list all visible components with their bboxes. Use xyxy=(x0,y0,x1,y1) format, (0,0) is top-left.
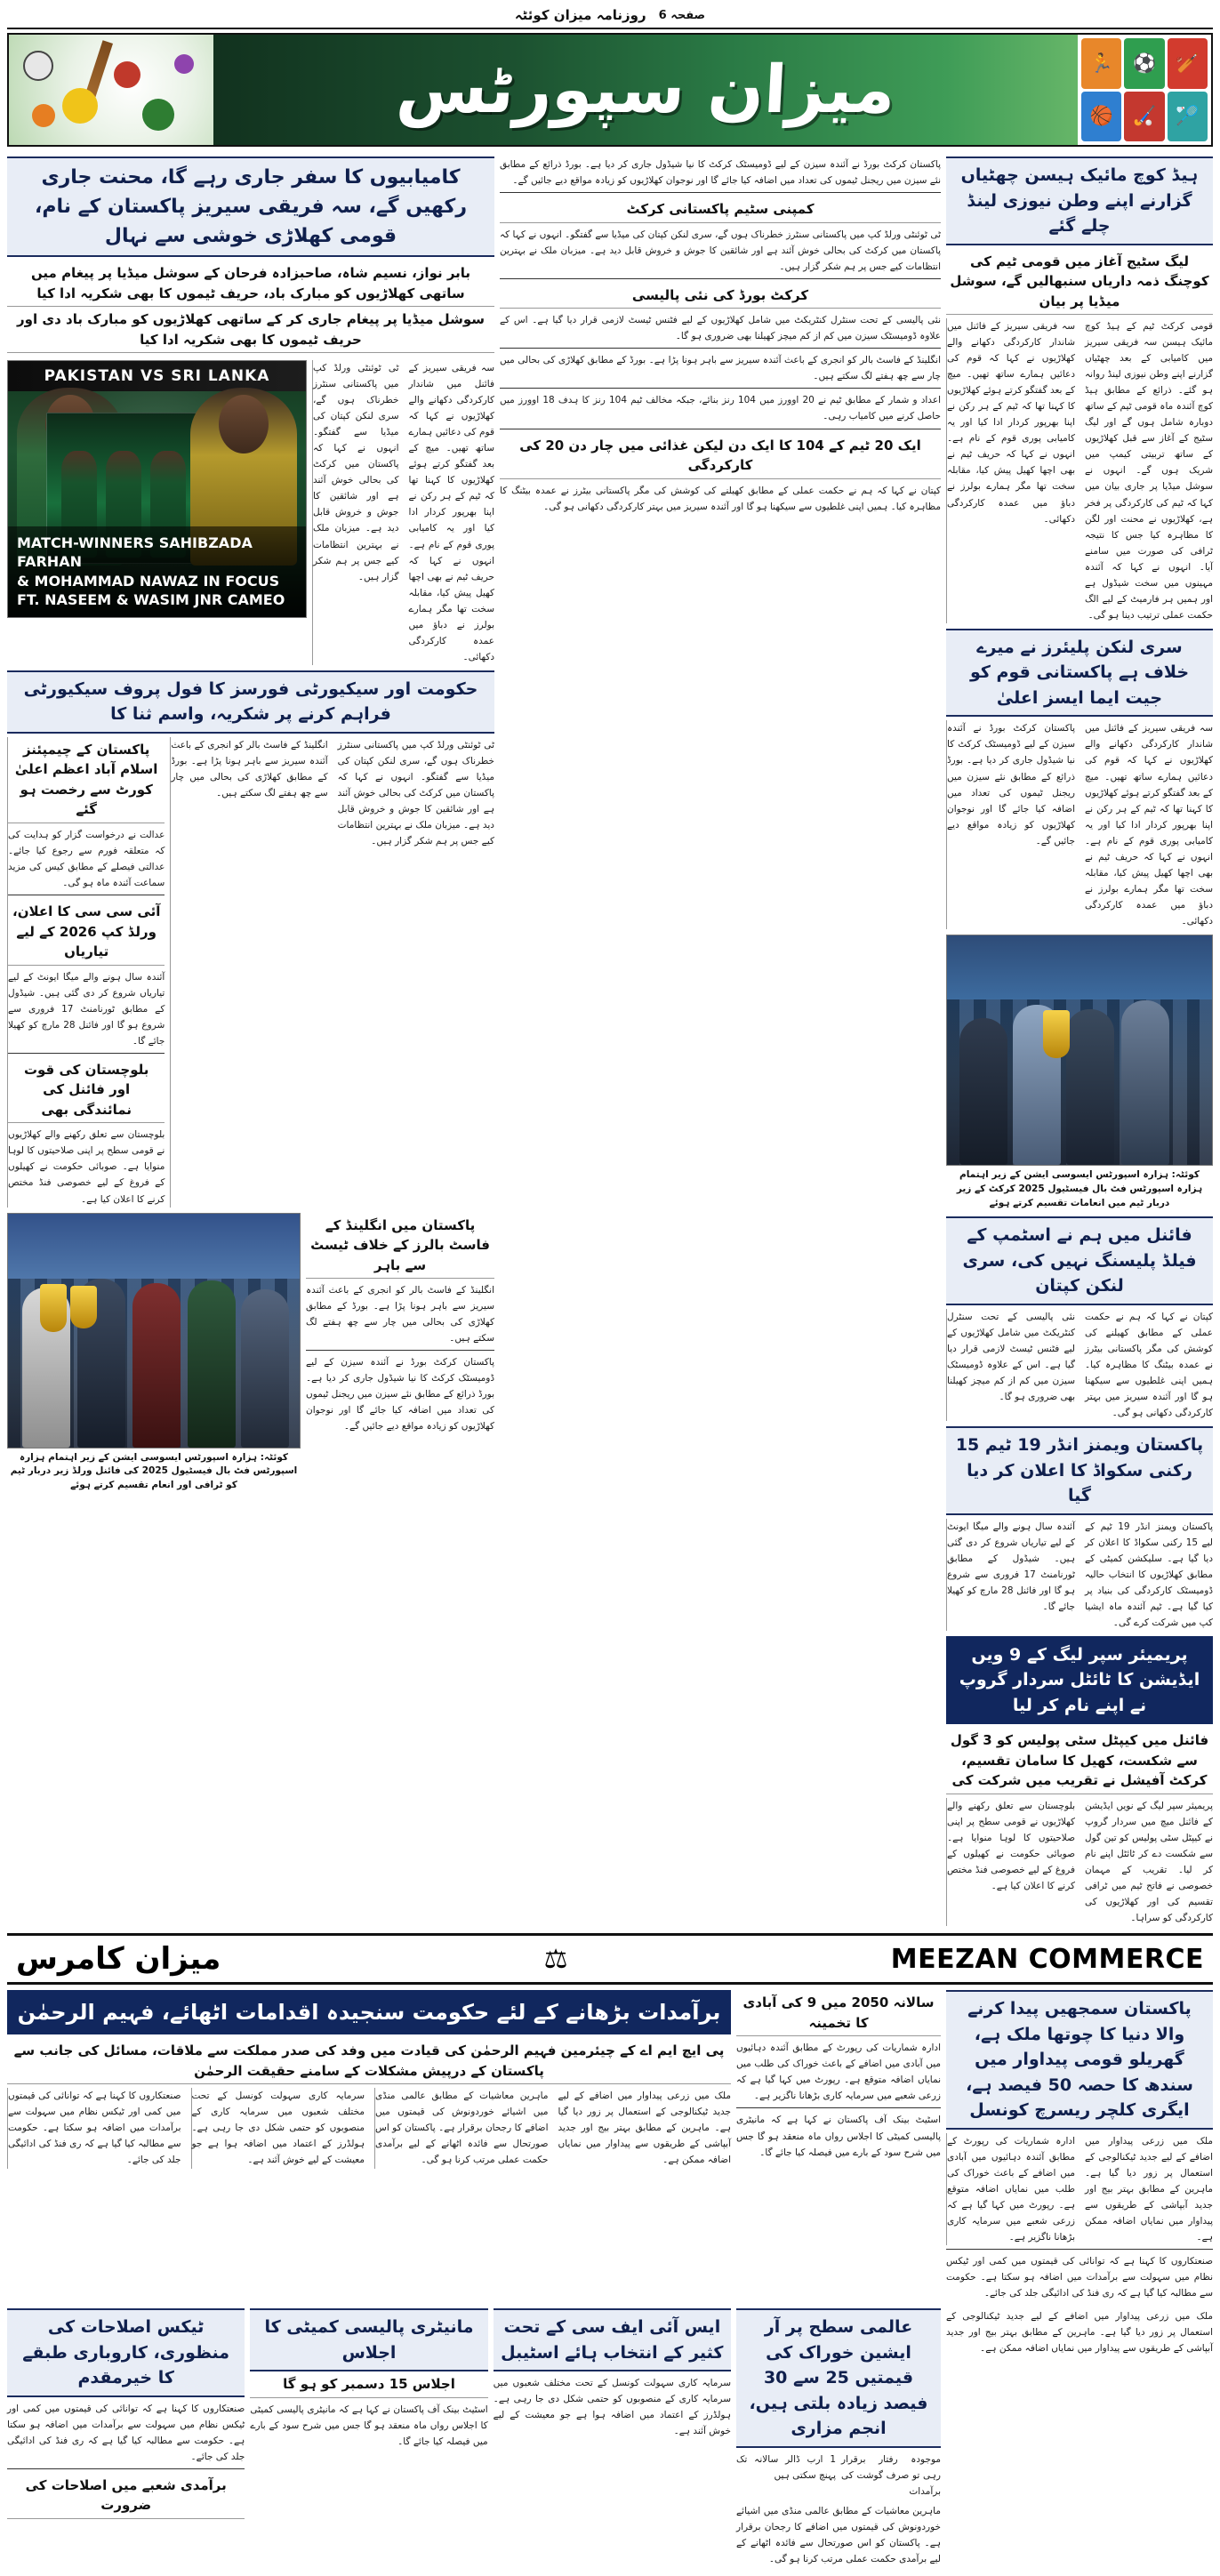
volleyball-icon xyxy=(23,51,53,81)
left-subheadline: لیگ سٹیج آغاز میں قومی ٹیم کی کوچنگ ذمہ داریاں سنبھالیں گے، سوشل میڈیا پر بیان xyxy=(946,249,1213,316)
bolan-headline: بلوچستان کی قوت اور فائنل کی نمائندگی بھی xyxy=(8,1057,165,1124)
commerce-boxes xyxy=(7,2308,731,2567)
box-exports xyxy=(7,2308,245,2567)
food-headline: عالمی سطح پر آر ایشین خوراک کی قیمتیں 25 سے 30 فیصد زیادہ بلتی ہیں، انجم مزاری xyxy=(736,2308,941,2448)
box2-body: سرمایہ کاری سہولت کونسل کے تحت مختلف شعبوں میں سرمایہ کاری کے منصوبوں کو حتمی شکل دی جا رہی ہے۔ ہولڈرز کے اعتماد میں اضافہ ہوا ہے جو معیشت کے لیے خوش آئند ہے۔ xyxy=(493,2378,731,2437)
commerce-right-column xyxy=(7,1990,731,2301)
award-photo-right xyxy=(7,1213,301,1448)
banner-icon-grid xyxy=(1078,35,1211,145)
extra-body-1: پاکستان کرکٹ بورڈ نے آئندہ سیزن کے لیے ڈومیسٹک کرکٹ کا نیا شیڈول جاری کر دیا ہے۔ بورڈ ذرائع کے مطابق نئے سیزن میں ریجنل ٹیموں کی تعداد میں اضافہ کیا جائے گا اور نوجوان کھلاڑیوں کو زیادہ مواقع دیے جائیں گے۔ xyxy=(306,1357,494,1432)
food-prices-block xyxy=(736,2308,941,2567)
hockey-icon: 🏑 xyxy=(1124,92,1164,142)
tennis-ball-icon xyxy=(62,88,98,124)
commerce-lead-body-3: سرمایہ کاری سہولت کونسل کے تحت مختلف شعبوں میں سرمایہ کاری کے منصوبوں کو حتمی شکل دی جا رہی ہے۔ ہولڈرز کے اعتماد میں اضافہ ہوا ہے جو معیشت کے لیے خوش آئند ہے۔ xyxy=(191,2088,370,2168)
pak-eng-headline: پاکستان میں انگلینڈ کے فاسٹ بالرز کے خلاف ٹیسٹ سے باہر xyxy=(306,1213,494,1280)
mid-body-1: ٹی ٹوئنٹی ورلڈ کپ میں پاکستانی سنٹرز خطرناک ہوں گے، سری لنکن کپتان کی میڈیا سے گفتگو۔ انہوں نے کہا کہ پاکستان میں کرکٹ کی بحالی خوش آئند ہے اور شائقین کا جوش و خروش قابل دید ہے۔ میزبان ملک نے بہترین انتظامات کیے جس پر ہم شکر گزار ہیں۔ xyxy=(500,229,941,272)
sports-left-column xyxy=(946,156,1213,1926)
pak-eng-body: انگلینڈ کے فاسٹ بالر کو انجری کے باعث آئندہ سیریز سے باہر ہونا پڑا ہے۔ بورڈ کے مطابق کھلاڑی کی بحالی میں چار سے چھ ہفتے لگ سکتے ہیں۔ xyxy=(306,1285,494,1344)
box3-headline: برآمدی شعبے میں اصلاحات کی ضرورت xyxy=(7,2473,245,2519)
court-headline: پاکستان کے چیمپئنز اسلام آباد اعظم اعلیٰ کورٹ سے رخصت ہو گئے xyxy=(8,737,165,823)
psl-body-col-1: پریمیئر سپر لیگ کے نویں ایڈیشن کے فائنل میچ میں سردار گروپ نے کیپٹل سٹی پولیس کو تین گول سے شکست دے کر ٹائٹل اپنے نام کر لیا۔ تقریب کے مہمان خصوصی نے فاتح ٹیم میں ٹرافی تقسیم کی اور کھلاڑیوں کی کارکردگی کو سراہا۔ xyxy=(1085,1800,1213,1924)
mid-body-5: کپتان نے کہا کہ ہم نے حکمت عملی کے مطابق کھیلنے کی کوشش کی مگر پاکستانی بیٹرز نے عمدہ بیٹنگ کا مظاہرہ کیا۔ ہمیں اپنی غلطیوں سے سیکھنا ہو گا اور آئندہ سیریز میں بہتر کارکردگی دکھانی ہو گی۔ xyxy=(500,485,941,512)
bolan-body: بلوچستان سے تعلق رکھنے والے کھلاڑیوں نے قومی سطح پر اپنی صلاحیتوں کا لوہا منوایا ہے۔ صوبائی حکومت نے کھیلوں کے فروغ کے لیے خصوصی فنڈ مختص کرنے کا اعلان کیا ہے۔ xyxy=(8,1129,165,1205)
lead-body-col-b: ٹی ٹوئنٹی ورلڈ کپ میں پاکستانی سنٹرز خطرناک ہوں گے، سری لنکن کپتان کی میڈیا سے گفتگو۔ انہوں نے کہا کہ پاکستان میں کرکٹ کی بحالی خوش آئند ہے اور شائقین کا جوش و خروش قابل دید ہے۔ میزبان ملک نے بہترین انتظامات کیے جس پر ہم شکر گزار ہیں۔ xyxy=(312,360,404,665)
commerce-col1-body-1: ملک میں زرعی پیداوار میں اضافے کے لیے جدید ٹیکنالوجی کے استعمال پر زور دیا گیا ہے۔ ماہرین کے مطابق بہتر بیج اور جدید آبپاشی کے طریقوں سے پیداوار میں نمایاں اضافہ ممکن ہے۔ xyxy=(1085,2135,1213,2243)
u19-body-col-1: پاکستان ویمنز انڈر 19 ٹیم کے لیے 15 رکنی سکواڈ کا اعلان کر دیا گیا ہے۔ سلیکشن کمیٹی کے مطابق کھلاڑیوں کا انتخاب حالیہ ڈومیسٹک کارکردگی کی بنیاد پر کیا گیا ہے۔ ٹیم آئندہ ماہ ایشیا کپ میں شرکت کرے گی۔ xyxy=(1085,1521,1214,1628)
commerce-section-header xyxy=(7,1933,1213,1985)
award-photo-left xyxy=(946,935,1213,1166)
commerce-lead-subheadline: پی ایچ ایم اے کے چیئرمین فہیم الرحمٰن کی قیادت میں وفد کی صدر مملکت سے ملاقات، مسائل کی جانب سے پاکستان کے درپیش مشکلات کے سامنے حقیقت الرحمٰن xyxy=(7,2038,731,2084)
commerce-col2-body-2: اسٹیٹ بینک آف پاکستان نے کہا ہے کہ مانیٹری پالیسی کمیٹی کا اجلاس رواں ماہ منعقد ہو گا جس میں شرح سود کے بارے میں فیصلہ کیا جائے گا۔ xyxy=(736,2115,941,2158)
box1-headline: مانیٹری پالیسی کمیٹی کا اجلاس xyxy=(250,2308,487,2371)
commerce-mid-column xyxy=(736,1990,941,2301)
left-body-col-2: سہ فریقی سیریز کے فائنل میں شاندار کارکردگی دکھانے والے کھلاڑیوں نے کہا کہ قوم کی دعائیں ہمارے ساتھ تھیں۔ میچ کے بعد گفتگو کرتے ہوئے کھلاڑیوں کا کہنا تھا کہ ٹیم کے ہر رکن نے اپنا بھرپور کردار ادا کیا اور یہ کامیابی پوری قوم کے نام ہے۔ انہوں نے کہا کہ حریف ٹیم نے بھی اچھا کھیل پیش کیا، مقابلہ سخت تھا مگر ہمارے بولرز نے دباؤ میں عمدہ کارکردگی دکھائی۔ xyxy=(946,318,1080,623)
govt-body-col-1: ٹی ٹوئنٹی ورلڈ کپ میں پاکستانی سنٹرز خطرناک ہوں گے، سری لنکن کپتان کی میڈیا سے گفتگو۔ انہوں نے کہا کہ پاکستان میں کرکٹ کی بحالی خوش آئند ہے اور شائقین کا جوش و خروش قابل دید ہے۔ میزبان ملک نے بہترین انتظامات کیے جس پر ہم شکر گزار ہیں۔ xyxy=(337,739,494,847)
asia-headline: آئی سی سی کا اعلان، ورلڈ کپ 2026 کے لیے تیاریاں xyxy=(8,899,165,966)
lead-headline: کامیابیوں کا سفر جاری رہے گا، محنت جاری رکھیں گے، سہ فریقی سیریز پاکستان کے نام، قومی کھلاڑی خوشی سے نہال xyxy=(7,156,494,257)
food-body: ماہرین معاشیات کے مطابق عالمی منڈی میں اشیائے خوردونوش کی قیمتوں میں اضافے کا رجحان برقرار ہے۔ پاکستان کو اس صورتحال سے فائدہ اٹھانے کے لیے برآمدی حکمت عملی مرتب کرنا ہو گی۔ xyxy=(736,2505,941,2565)
box2-headline: ایس آئی ایف سی کے تحت کثیر کے انتخاب ہائے اسٹیبل xyxy=(494,2308,731,2371)
commerce-lead-body-2: ماہرین معاشیات کے مطابق عالمی منڈی میں اشیائے خوردونوش کی قیمتوں میں اضافے کا رجحان برقرار ہے۔ پاکستان کو اس صورتحال سے فائدہ اٹھانے کے لیے برآمدی حکمت عملی مرتب کرنا ہو گی۔ xyxy=(374,2088,553,2168)
balance-scale-icon: ⚖ xyxy=(543,1943,568,1975)
asia-body: آئندہ سال ہونے والے میگا ایونٹ کے لیے تیاریاں شروع کر دی گئی ہیں۔ شیڈول کے مطابق ٹورنامنٹ 17 فروری سے شروع ہو گا اور فائنل 28 مارچ کو کھیلا جائے گا۔ xyxy=(8,971,165,1047)
food-value: 1 ارب ڈالر سالانہ تک پہنچ سکتی ہیں xyxy=(736,2453,836,2481)
cricket-ball-icon xyxy=(114,61,140,88)
banner-sports-collage xyxy=(9,35,213,145)
box1-body: اسٹیٹ بینک آف پاکستان نے کہا ہے کہ مانیٹری پالیسی کمیٹی کا اجلاس رواں ماہ منعقد ہو گا جس میں شرح سود کے بارے میں فیصلہ کیا جائے گا۔ xyxy=(250,2403,488,2447)
basketball-ball-icon xyxy=(32,104,55,127)
mid-intro-body: پاکستان کرکٹ بورڈ نے آئندہ سیزن کے لیے ڈومیسٹک کرکٹ کا نیا شیڈول جاری کر دیا ہے۔ بورڈ ذرائع کے مطابق نئے سیزن میں ریجنل ٹیموں کی تعداد میں اضافہ کیا جائے گا اور نوجوان کھلاڑیوں کو زیادہ مواقع دیے جائیں گے۔ xyxy=(500,159,941,187)
football-ball-icon xyxy=(142,99,174,131)
box-sifc xyxy=(494,2308,731,2567)
commerce-left-column xyxy=(946,1990,1213,2301)
box4-headline: ٹیکس اصلاحات کی منظوری، کاروباری طبقے کا خیرمقدم xyxy=(7,2308,245,2397)
psl-body-col-2: بلوچستان سے تعلق رکھنے والے کھلاڑیوں نے قومی سطح پر اپنی صلاحیتوں کا لوہا منوایا ہے۔ صوبائی حکومت نے کھیلوں کے فروغ کے لیے خصوصی فنڈ مختص کرنے کا اعلان کیا ہے۔ xyxy=(946,1798,1080,1926)
paper-top-strip xyxy=(7,5,1213,29)
left-body-col-1: قومی کرکٹ ٹیم کے ہیڈ کوچ مائیک ہیسن سہ فریقی سیریز میں کامیابی کے بعد چھٹیاں گزارنے اپنے وطن نیوزی لینڈ روانہ ہو گئے۔ ذرائع کے مطابق ہیڈ کوچ آئندہ ماہ قومی ٹیم کے ساتھ دوبارہ شامل ہوں گے اور لیگ سٹیج کے آغاز سے قبل کھلاڑیوں کے ساتھ تربیتی کیمپ میں شریک ہوں گے۔ انہوں نے سوشل میڈیا پر جاری بیان میں کہا کہ ٹیم کی کارکردگی پر فخر ہے، کھلاڑیوں نے محنت اور لگن کا مظاہرہ کیا جس کا نتیجہ ٹرافی کی صورت میں سامنے آیا۔ انہوں نے کہا کہ آئندہ مہینوں میں سخت شیڈول ہے اور ہمیں ہر فارمیٹ کے لیے الگ حکمت عملی ترتیب دینا ہو گی۔ xyxy=(1085,321,1213,621)
psl-subheadline: فائنل میں کیپٹل سٹی پولیس کو 3 گول سے شکست، کھیل کا سامان تقسیم، کرکٹ آفیشل نے تقریب میں شرکت کی xyxy=(946,1728,1213,1794)
u19-body-col-2: آئندہ سال ہونے والے میگا ایونٹ کے لیے تیاریاں شروع کر دی گئی ہیں۔ شیڈول کے مطابق ٹورنامنٹ 17 فروری سے شروع ہو گا اور فائنل 28 مارچ کو کھیلا جائے گا۔ xyxy=(946,1519,1080,1631)
box-monetary-policy xyxy=(250,2308,487,2567)
lead-subheadline-2: سوشل میڈیا پر پیغام جاری کر کے ساتھی کھلاڑیوں کو مبارک باد دی اور حریف ٹیموں کا بھی شکریہ ادا کیا xyxy=(7,307,494,353)
commerce-lead-headline: برآمدات بڑھانے کے لئے حکومت سنجیدہ اقدامات اٹھائے، فہیم الرحمٰن xyxy=(7,1990,731,2034)
commerce-bottom-left xyxy=(946,2308,1213,2567)
commerce-col1-body-3: صنعتکاروں کا کہنا ہے کہ توانائی کی قیمتوں میں کمی اور ٹیکس نظام میں سہولت سے برآمدات میں اضافہ ہو سکتا ہے۔ حکومت سے مطالبہ کیا گیا ہے کہ ری فنڈ کی ادائیگی جلد کی جائے۔ xyxy=(946,2256,1213,2299)
football-icon: ⚽ xyxy=(1124,38,1164,89)
tri-series-body-col-2: نئی پالیسی کے تحت سنٹرل کنٹریکٹ میں شامل کھلاڑیوں کے لیے فٹنس ٹیسٹ لازمی قرار دیا گیا ہے۔ اس کے علاوہ ڈومیسٹک سیزن میں کم از کم میچز کھیلنا بھی ضروری ہو گا۔ xyxy=(946,1309,1080,1421)
banner-title-area xyxy=(213,35,1078,145)
caption-right-photo: کوئٹہ: ہزارہ اسپورٹس ایسوسی ایشن کے زیر اہتمام ہزارہ اسپورٹس فٹ بال فیسٹیول 2025 کی فائنل ورلڈ زیر دربار ٹیم کو ٹرافی اور انعام تقسیم کرتے ہوئے xyxy=(10,1451,298,1491)
sports-banner xyxy=(7,33,1213,147)
commerce-section xyxy=(7,1990,1213,2301)
sports-right-column xyxy=(7,156,494,1926)
mid-body-2: نئی پالیسی کے تحت سنٹرل کنٹریکٹ میں شامل کھلاڑیوں کے لیے فٹنس ٹیسٹ لازمی قرار دیا گیا ہے۔ اس کے علاوہ ڈومیسٹک سیزن میں کم از کم میچز کھیلنا بھی ضروری ہو گا۔ xyxy=(500,315,941,342)
running-icon: 🏃 xyxy=(1081,38,1121,89)
govt-body-col-2: انگلینڈ کے فاسٹ بالر کو انجری کے باعث آئندہ سیریز سے باہر ہونا پڑا ہے۔ بورڈ کے مطابق کھلاڑی کی بحالی میں چار سے چھ ہفتے لگ سکتے ہیں۔ xyxy=(170,737,332,1208)
commerce-title-en: MEEZAN COMMERCE xyxy=(890,1943,1204,1975)
commerce-col2-headline: سالانہ 2050 میں 9 کی آبادی کا تخمینہ xyxy=(736,1990,941,2036)
tri-series-headline: فائنل میں ہم نے اسٹمپ کے فیلڈ پلیسنگ نہیں کی، سری لنکن کپتان xyxy=(946,1216,1213,1305)
bowling-ball-icon xyxy=(174,54,194,74)
mid-body-3: انگلینڈ کے فاسٹ بالر کو انجری کے باعث آئندہ سیریز سے باہر ہونا پڑا ہے۔ بورڈ کے مطابق کھلاڑی کی بحالی میں چار سے چھ ہفتے لگ سکتے ہیں۔ xyxy=(500,355,941,382)
match-graphic xyxy=(7,360,307,618)
page-number: صفحہ 6 xyxy=(658,8,706,22)
commerce-col1-body-2: ادارہ شماریات کی رپورٹ کے مطابق آئندہ دہائیوں میں آبادی میں اضافے کے باعث خوراک کی طلب میں نمایاں اضافہ متوقع ہے۔ رپورٹ میں کہا گیا ہے کہ زرعی شعبے میں سرمایہ کاری بڑھانا ناگزیر ہے۔ xyxy=(946,2133,1080,2245)
lead-subheadline-1: بابر نواز، نسیم شاہ، صاحبزادہ فرحان کے سوشل میڈیا پر پیغام میں ساتھی کھلاڑیوں کو مبارک باد، حریف ٹیموں کا بھی شکریہ ادا کیا xyxy=(7,261,494,307)
commerce-lead-body-1: ملک میں زرعی پیداوار میں اضافے کے لیے جدید ٹیکنالوجی کے استعمال پر زور دیا گیا ہے۔ ماہرین کے مطابق بہتر بیج اور جدید آبپاشی کے طریقوں سے پیداوار میں نمایاں اضافہ ممکن ہے۔ xyxy=(558,2090,731,2166)
paper-name: روزنامہ میزان کوئٹہ xyxy=(514,7,646,23)
food-sub: موجودہ رفتار برقرار رہی تو صرف گوشت کی برآمدات xyxy=(841,2453,941,2497)
cricket-body-col-1: سہ فریقی سیریز کے فائنل میں شاندار کارکردگی دکھانے والے کھلاڑیوں نے کہا کہ قوم کی دعائیں ہمارے ساتھ تھیں۔ میچ کے بعد گفتگو کرتے ہوئے کھلاڑیوں کا کہنا تھا کہ ٹیم کے ہر رکن نے اپنا بھرپور کردار ادا کیا اور یہ کامیابی پوری قوم کے نام ہے۔ انہوں نے کہا کہ حریف ٹیم نے بھی اچھا کھیل پیش کیا، مقابلہ سخت تھا مگر ہمارے بولرز نے دباؤ میں عمدہ کارکردگی دکھائی۔ xyxy=(1085,723,1213,927)
lead-body-col-a: سہ فریقی سیریز کے فائنل میں شاندار کارکردگی دکھانے والے کھلاڑیوں نے کہا کہ قوم کی دعائیں ہمارے ساتھ تھیں۔ میچ کے بعد گفتگو کرتے ہوئے کھلاڑیوں کا کہنا تھا کہ ٹیم کے ہر رکن نے اپنا بھرپور کردار ادا کیا اور یہ کامیابی پوری قوم کے نام ہے۔ انہوں نے کہا کہ حریف ٹیم نے بھی اچھا کھیل پیش کیا، مقابلہ سخت تھا مگر ہمارے بولرز نے دباؤ میں عمدہ کارکردگی دکھائی۔ xyxy=(408,363,494,662)
box1-sub: اجلاس 15 دسمبر کو ہو گا xyxy=(250,2371,487,2398)
badminton-icon: 🏸 xyxy=(1168,92,1208,142)
commerce-bottom-left-body: ملک میں زرعی پیداوار میں اضافے کے لیے جدید ٹیکنالوجی کے استعمال پر زور دیا گیا ہے۔ ماہرین کے مطابق بہتر بیج اور جدید آبپاشی کے طریقوں سے پیداوار میں نمایاں اضافہ ممکن ہے۔ xyxy=(946,2311,1213,2355)
commerce-lead-body-4: صنعتکاروں کا کہنا ہے کہ توانائی کی قیمتوں میں کمی اور ٹیکس نظام میں سہولت سے برآمدات میں اضافہ ہو سکتا ہے۔ حکومت سے مطالبہ کیا گیا ہے کہ ری فنڈ کی ادائیگی جلد کی جائے۔ xyxy=(7,2088,186,2168)
u19-headline: پاکستان ویمنز انڈر 19 ٹیم 15 رکنی سکواڈ کا اعلان کر دیا گیا xyxy=(946,1426,1213,1515)
mid-head-2: کرکٹ بورڈ کی نئی پالیسی xyxy=(500,283,941,309)
cricket-icon: 🏏 xyxy=(1168,38,1208,89)
court-body: عدالت نے درخواست گزار کو ہدایت کی کہ متعلقہ فورم سے رجوع کیا جائے۔ عدالتی فیصلے کے مطابق کیس کی مزید سماعت آئندہ ماہ ہو گی۔ xyxy=(8,829,165,889)
match-graphic-title: PAKISTAN VS SRI LANKA xyxy=(8,361,306,391)
mid-head-1: کمپنی سٹیم پاکستانی کرکٹ xyxy=(500,197,941,223)
banner-title: میزان سپورٹس xyxy=(394,52,897,128)
commerce-bottom-row xyxy=(7,2308,1213,2567)
match-footer-line-3: FT. NASEEM & WASIM JNR CAMEO xyxy=(17,591,285,609)
sports-middle-column xyxy=(500,156,941,1926)
mid-head-3: ایک 20 ٹیم کے 104 کا ایک دن لیکن غذائی میں چار دن 20 کی کارکردگی xyxy=(500,433,941,479)
commerce-title-ur: میزان کامرس xyxy=(16,1941,221,1978)
match-footer-line-2: & MOHAMMAD NAWAZ IN FOCUS xyxy=(17,572,280,590)
commerce-col2-body: ادارہ شماریات کی رپورٹ کے مطابق آئندہ دہائیوں میں آبادی میں اضافے کے باعث خوراک کی طلب میں نمایاں اضافہ متوقع ہے۔ رپورٹ میں کہا گیا ہے کہ زرعی شعبے میں سرمایہ کاری بڑھانا ناگزیر ہے۔ xyxy=(736,2042,941,2102)
tri-series-body-col-1: کپتان نے کہا کہ ہم نے حکمت عملی کے مطابق کھیلنے کی کوشش کی مگر پاکستانی بیٹرز نے عمدہ بیٹنگ کا مظاہرہ کیا۔ ہمیں اپنی غلطیوں سے سیکھنا ہو گا اور آئندہ سیریز میں بہتر کارکردگی دکھانی ہو گی۔ xyxy=(1085,1311,1213,1419)
caption-left-photo: کوئٹہ: ہزارہ اسپورٹس ایسوسی ایشن کے زیر اہتمام ہزارہ اسپورٹس فٹ بال فیسٹیول 2025 کرکٹ کے زیر دربار ٹیم میں انعامات تقسیم کرتے ہوئے xyxy=(956,1169,1203,1208)
mid-body-4: اعداد و شمار کے مطابق ٹیم نے 20 اوورز میں 104 رنز بنائے، جبکہ مخالف ٹیم 104 رنز کا ہدف 18 اوورز میں حاصل کرنے میں کامیاب رہی۔ xyxy=(500,395,942,422)
commerce-col1-headline: پاکستان سمجھیں پیدا کرنے والا دنیا کا چوتھا ملک ہے، گھریلو قومی پیداوار میں سندھ کا حصہ 50 فیصد ہے، ایگری کلچر ریسرچ کونسل xyxy=(946,1990,1213,2130)
match-footer-line-1: MATCH-WINNERS SAHIBZADA FARHAN xyxy=(17,534,253,571)
cricket-body-col-2: پاکستان کرکٹ بورڈ نے آئندہ سیزن کے لیے ڈومیسٹک کرکٹ کا نیا شیڈول جاری کر دیا ہے۔ بورڈ ذرائع کے مطابق نئے سیزن میں ریجنل ٹیموں کی تعداد میں اضافہ کیا جائے گا اور نوجوان کھلاڑیوں کو زیادہ مواقع دیے جائیں گے۔ xyxy=(946,720,1080,929)
basketball-icon: 🏀 xyxy=(1081,92,1121,142)
box3-body: صنعتکاروں کا کہنا ہے کہ توانائی کی قیمتوں میں کمی اور ٹیکس نظام میں سہولت سے برآمدات میں اضافہ ہو سکتا ہے۔ حکومت سے مطالبہ کیا گیا ہے کہ ری فنڈ کی ادائیگی جلد کی جائے۔ xyxy=(7,2403,245,2462)
sports-section xyxy=(7,156,1213,1926)
left-headline: ہیڈ کوچ مائیک ہیسن چھٹیاں گزارنے اپنے وطن نیوزی لینڈ چلے گئے xyxy=(946,156,1213,245)
psl-headline: پریمیئر سپر لیگ کے 9 ویں ایڈیشن کا ٹائٹل سردار گروپ نے اپنے نام کر لیا xyxy=(946,1636,1213,1725)
match-graphic-footer xyxy=(8,526,306,617)
cricket-headline: سری لنکن پلیئرز نے میرے خلاف ہے پاکستانی قوم کو جیت ایما ایسز اعلیٰ xyxy=(946,629,1213,718)
govt-headline: حکومت اور سیکیورٹی فورسز کا فول پروف سیکیورٹی فراہم کرنے پر شکریہ، واسم ثنا کا xyxy=(7,670,494,734)
